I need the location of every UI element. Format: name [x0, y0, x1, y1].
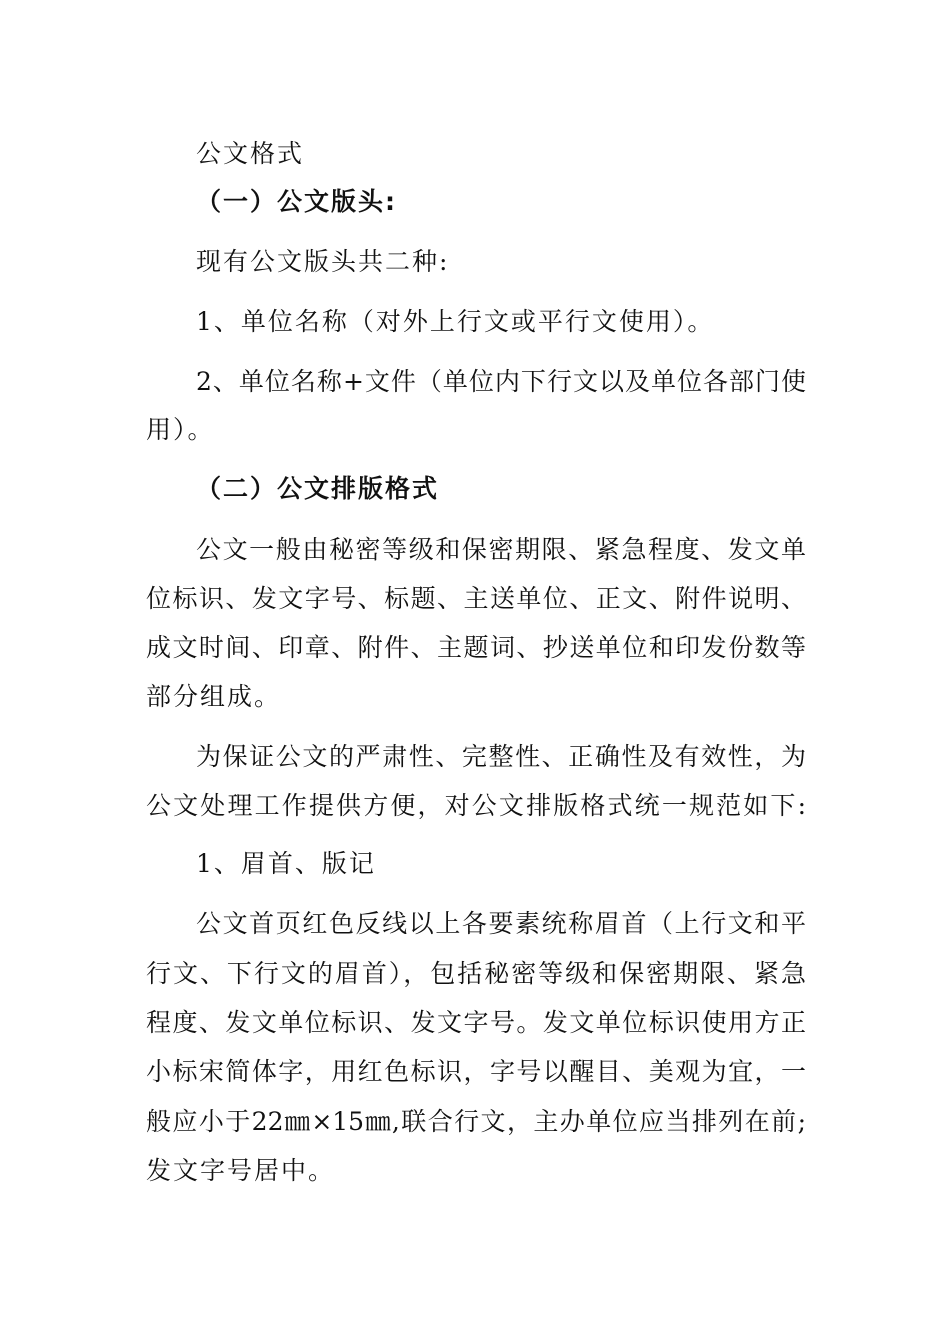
subsection1-heading: 1、眉首、版记: [196, 849, 376, 878]
section1-heading: （一）公文版头:: [196, 187, 397, 216]
section2-heading: （二）公文排版格式: [196, 474, 440, 503]
paragraph1-line3: 成文时间、印章、附件、主题词、抄送单位和印发份数等: [146, 633, 806, 662]
header-item-1: 1、单位名称（对外上行文或平行文使用）。: [196, 307, 715, 336]
paragraph2-line2: 公文处理工作提供方便，对公文排版格式统一规范如下:: [146, 791, 806, 820]
paragraph3-line1: 公文首页红色反线以上各要素统称眉首（上行文和平: [196, 909, 806, 938]
paragraph2-line1: 为保证公文的严肃性、完整性、正确性及有效性，为: [196, 742, 806, 771]
paragraph1-line4: 部分组成。: [146, 682, 282, 711]
paragraph3-line6: 发文字号居中。: [146, 1156, 336, 1185]
paragraph3-line5: 般应小于22㎜×15㎜,联合行文，主办单位应当排列在前;: [146, 1107, 806, 1136]
paragraph3-line4: 小标宋简体字，用红色标识，字号以醒目、美观为宜，一: [146, 1057, 806, 1086]
header-item-2-line1: 2、单位名称+文件（单位内下行文以及单位各部门使: [196, 367, 806, 396]
section1-intro: 现有公文版头共二种:: [196, 247, 450, 276]
header-item-2-line2: 用）。: [146, 415, 215, 444]
paragraph1-line1: 公文一般由秘密等级和保密期限、紧急程度、发文单: [196, 535, 806, 564]
paragraph1-line2: 位标识、发文字号、标题、主送单位、正文、附件说明、: [146, 584, 806, 613]
paragraph3-line2: 行文、下行文的眉首），包括秘密等级和保密期限、紧急: [146, 959, 806, 988]
paragraph3-line3: 程度、发文单位标识、发文字号。发文单位标识使用方正: [146, 1008, 806, 1037]
document-title: 公文格式: [196, 139, 305, 168]
